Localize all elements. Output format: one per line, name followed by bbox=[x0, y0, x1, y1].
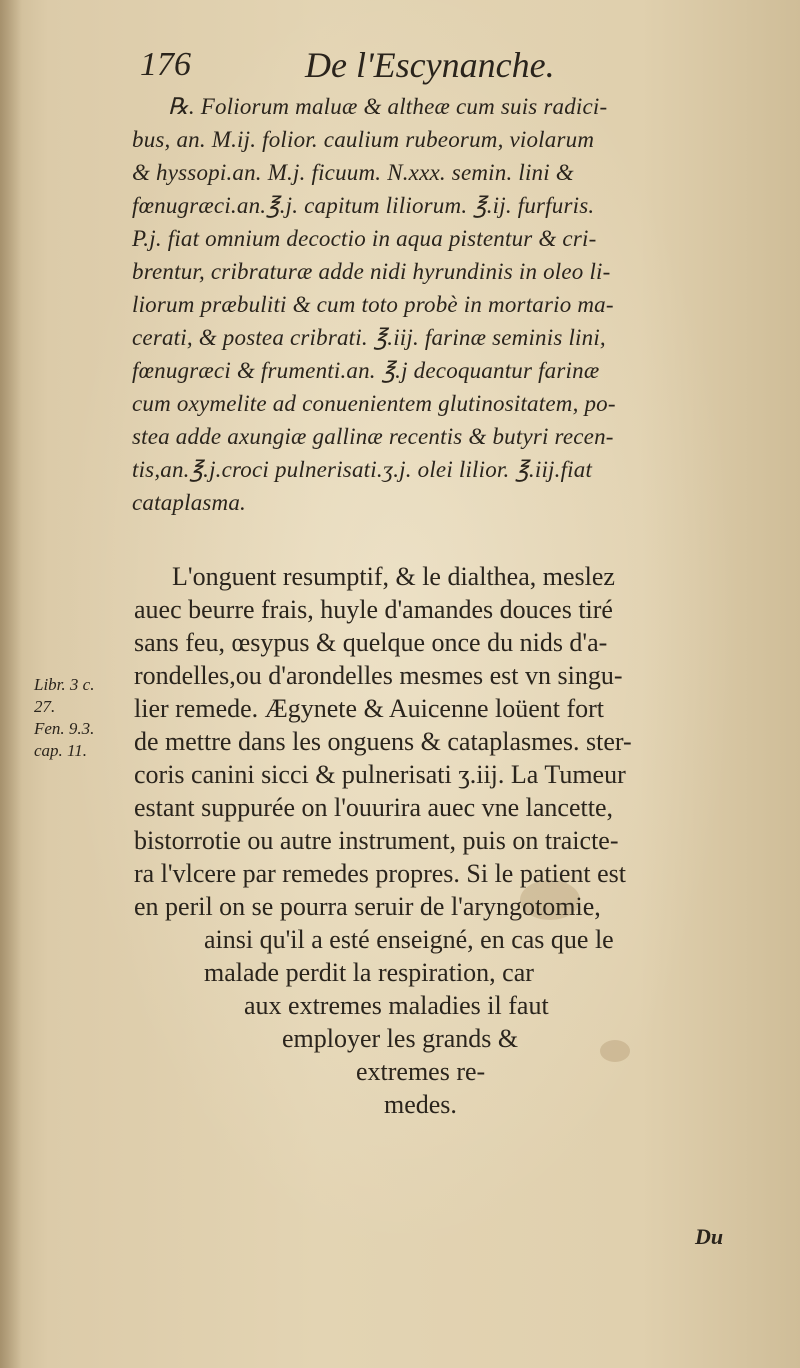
body-line: L'onguent resumptif, & le dialthea, meslez bbox=[172, 562, 615, 591]
body-line: sans feu, œsypus & quelque once du nids d'a- bbox=[134, 628, 608, 657]
body-line: auec beurre frais, huyle d'amandes douces tiré bbox=[134, 595, 613, 624]
recipe-line: & hyssopi.an. M.j. ficuum. N.xxx. semin. lini & bbox=[132, 160, 574, 185]
body-line: extremes re- bbox=[356, 1057, 486, 1086]
body-line: aux extremes maladies il faut bbox=[244, 991, 549, 1020]
body-line: employer les grands & bbox=[282, 1024, 519, 1053]
margin-note-line: cap. 11. bbox=[34, 741, 88, 760]
recipe-line: cerati, & postea cribrati. ℥.iij. farinæ seminis lini, bbox=[132, 325, 606, 350]
margin-note-line: Fen. 9.3. bbox=[34, 719, 95, 738]
body-line: de mettre dans les onguens & cataplasmes. ster- bbox=[134, 727, 632, 756]
page-header bbox=[140, 44, 740, 94]
page-number: 176 bbox=[140, 46, 191, 83]
body-line: medes. bbox=[384, 1090, 457, 1119]
body-line: en peril on se pourra seruir de l'aryngotomie, bbox=[134, 892, 601, 921]
recipe-line: tis,an.℥.j.croci pulnerisati.ʒ.j. olei lilior. ℥.iij.fiat bbox=[132, 457, 593, 482]
recipe-block bbox=[132, 90, 772, 519]
recipe-line: ℞. Foliorum maluæ & altheæ cum suis radici- bbox=[168, 94, 608, 119]
body-line: malade perdit la respiration, car bbox=[204, 958, 534, 987]
body-paragraph bbox=[134, 560, 754, 1121]
recipe-line: brentur, cribraturæ adde nidi hyrundinis in oleo li- bbox=[132, 259, 611, 284]
body-line: ainsi qu'il a esté enseigné, en cas que le bbox=[204, 925, 614, 954]
recipe-line: fœnugræci.an.℥.j. capitum liliorum. ℥.ij. furfuris. bbox=[132, 193, 595, 218]
recipe-line: fœnugræci & frumenti.an. ℥.j decoquantur farinæ bbox=[132, 358, 600, 383]
recipe-line: stea adde axungiæ gallinæ recentis & butyri recen- bbox=[132, 424, 614, 449]
gutter-shadow bbox=[0, 0, 22, 1368]
recipe-line: bus, an. M.ij. folior. caulium rubeorum, violarum bbox=[132, 127, 595, 152]
recipe-line: P.j. fiat omnium decoctio in aqua pistentur & cri- bbox=[132, 226, 597, 251]
recipe-line: cum oxymelite ad conuenientem glutinositatem, po- bbox=[132, 391, 616, 416]
margin-note-line: Libr. 3 c. bbox=[34, 675, 95, 694]
body-line: lier remede. Ægynete & Auicenne loüent fort bbox=[134, 694, 605, 723]
recipe-line: cataplasma. bbox=[132, 490, 246, 515]
body-line: bistorrotie ou autre instrument, puis on traicte- bbox=[134, 826, 619, 855]
body-line: coris canini sicci & pulnerisati ʒ.iij. La Tumeur bbox=[134, 760, 626, 789]
catchword: Du bbox=[695, 1224, 724, 1249]
body-line: rondelles,ou d'arondelles mesmes est vn singu- bbox=[134, 661, 623, 690]
body-line: estant suppurée on l'ouurira auec vne lancette, bbox=[134, 793, 613, 822]
margin-notes bbox=[34, 674, 129, 762]
recipe-line: liorum præbuliti & cum toto probè in mortario ma- bbox=[132, 292, 614, 317]
margin-note-line: 27. bbox=[34, 697, 56, 716]
running-title: De l'Escynanche. bbox=[305, 45, 555, 85]
body-line: ra l'vlcere par remedes propres. Si le patient est bbox=[134, 859, 626, 888]
